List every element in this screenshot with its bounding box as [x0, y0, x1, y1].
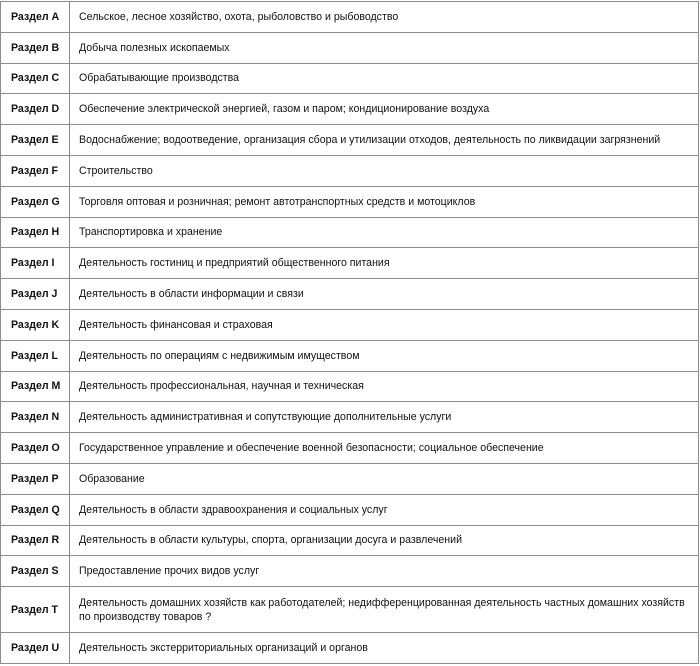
table-row: [1, 402, 699, 433]
section-code: Раздел S: [1, 556, 70, 587]
section-description: Сельское, лесное хозяйство, охота, рыболовство и рыбоводство: [70, 2, 699, 33]
section-code: Раздел B: [1, 32, 70, 63]
section-description: Деятельность по операциям с недвижимым имуществом: [70, 340, 699, 371]
table-row: [1, 633, 699, 664]
section-code: Раздел C: [1, 63, 70, 94]
section-description: Транспортировка и хранение: [70, 217, 699, 248]
section-code: Раздел M: [1, 371, 70, 402]
section-description: Строительство: [70, 155, 699, 186]
section-description: Деятельность экстерриториальных организаций и органов: [70, 633, 699, 664]
table-row: [1, 279, 699, 310]
table-row: [1, 463, 699, 494]
section-code: Раздел T: [1, 587, 70, 633]
table-row: [1, 587, 699, 633]
section-code: Раздел A: [1, 2, 70, 33]
section-code: Раздел R: [1, 525, 70, 556]
table-row: [1, 371, 699, 402]
table-row: [1, 94, 699, 125]
table-row: [1, 494, 699, 525]
section-description: Деятельность профессиональная, научная и техническая: [70, 371, 699, 402]
section-description: Деятельность домашних хозяйств как работодателей; недифференцированная деятельность частных домашних хозяйств по производству товаров ?: [70, 587, 699, 633]
table-row: [1, 125, 699, 156]
section-description: Добыча полезных ископаемых: [70, 32, 699, 63]
section-code: Раздел O: [1, 433, 70, 464]
section-description: Деятельность гостиниц и предприятий общественного питания: [70, 248, 699, 279]
table-row: [1, 155, 699, 186]
section-code: Раздел D: [1, 94, 70, 125]
section-description: Предоставление прочих видов услуг: [70, 556, 699, 587]
section-description: Водоснабжение; водоотведение, организация сбора и утилизации отходов, деятельность по ликвидации загрязнений: [70, 125, 699, 156]
table-row: [1, 63, 699, 94]
section-code: Раздел G: [1, 186, 70, 217]
section-code: Раздел P: [1, 463, 70, 494]
section-code: Раздел K: [1, 309, 70, 340]
section-description: Обеспечение электрической энергией, газом и паром; кондиционирование воздуха: [70, 94, 699, 125]
okved-sections-table: [0, 1, 699, 664]
section-description: Образование: [70, 463, 699, 494]
section-description: Деятельность в области здравоохранения и социальных услуг: [70, 494, 699, 525]
table-row: [1, 340, 699, 371]
table-row: [1, 556, 699, 587]
section-description: Торговля оптовая и розничная; ремонт автотранспортных средств и мотоциклов: [70, 186, 699, 217]
section-description: Государственное управление и обеспечение военной безопасности; социальное обеспечение: [70, 433, 699, 464]
section-code: Раздел N: [1, 402, 70, 433]
table-row: [1, 309, 699, 340]
section-code: Раздел E: [1, 125, 70, 156]
table-row: [1, 433, 699, 464]
section-code: Раздел F: [1, 155, 70, 186]
table-body: [1, 2, 699, 664]
section-code: Раздел Q: [1, 494, 70, 525]
table-row: [1, 2, 699, 33]
table-row: [1, 525, 699, 556]
section-description: Деятельность административная и сопутствующие дополнительные услуги: [70, 402, 699, 433]
section-description: Деятельность в области информации и связи: [70, 279, 699, 310]
section-code: Раздел H: [1, 217, 70, 248]
table-row: [1, 186, 699, 217]
table-row: [1, 217, 699, 248]
section-code: Раздел J: [1, 279, 70, 310]
section-code: Раздел L: [1, 340, 70, 371]
table-row: [1, 248, 699, 279]
table-row: [1, 32, 699, 63]
section-code: Раздел U: [1, 633, 70, 664]
section-description: Деятельность в области культуры, спорта, организации досуга и развлечений: [70, 525, 699, 556]
section-description: Деятельность финансовая и страховая: [70, 309, 699, 340]
section-code: Раздел I: [1, 248, 70, 279]
section-description: Обрабатывающие производства: [70, 63, 699, 94]
